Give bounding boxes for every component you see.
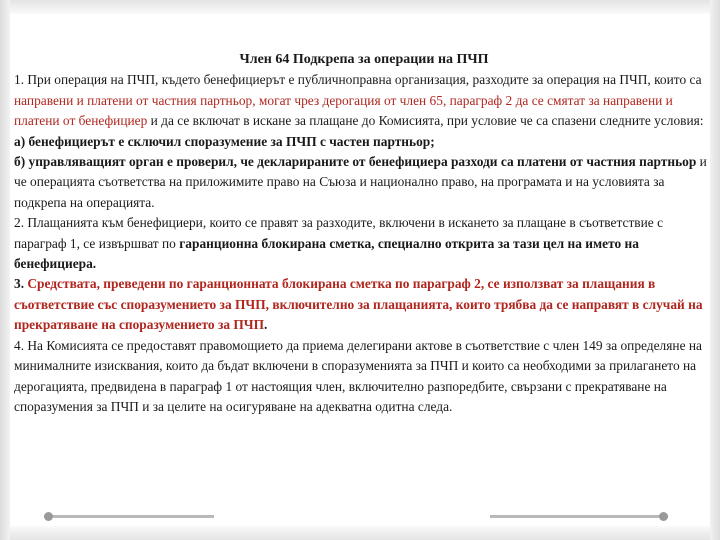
paragraph-4: 4. На Комисията се предоставят правомощието да приема делегирани актове в съответствие с член 149 за определяне на минималните изисквания, които да бъдат включени в споразуменията за ПЧП и които са необходими за прилагането на дерогацията, предвидена в параграф 1 от настоящия член, включително разпоредбите, свързани с прекратяване на споразумения за ПЧП и за целите на осигуряване на адекватна одитна следа. (14, 337, 702, 414)
paragraph-1-text-start: 1. При операция на ПЧП, където бенефициерът е публичноправна организация, разходите за операция на ПЧП, които са (14, 72, 702, 88)
paragraph-2-text-start: 2. Плащанията към бенефициери, които се правят за разходите, включени в искането за плащане в съответствие с параграф 1, се извършват по (14, 215, 664, 251)
paragraph-1 (14, 70, 714, 131)
ornament-dot-icon (659, 512, 668, 521)
ornament-dot-icon (44, 512, 53, 521)
decorative-line-right (490, 515, 668, 518)
slide-frame-top (0, 0, 720, 14)
paragraph-3-highlight: Средствата, преведени по гаранционната блокирана сметка по параграф 2, се използват за плащания в съответствие със споразумението за ПЧП, включително за плащанията, които трябва да се направят в случай на прекратяване на споразумението за ПЧП (14, 276, 703, 333)
slide-content (14, 50, 714, 417)
paragraph-3 (14, 274, 714, 335)
condition-b-start: б) управляващият орган е проверил, че (14, 154, 258, 170)
paragraph-2-end: . (92, 256, 97, 272)
paragraph-3-end: . (264, 317, 268, 333)
paragraph-1-text-end: и да се включат в искане за плащане до Комисията, при условие че са спазени следните условия: (147, 113, 704, 129)
condition-a: а) бенефициерът е сключил споразумение за ПЧП с частен партньор; (14, 133, 435, 149)
condition-b (14, 152, 714, 213)
article-title: Член 64 Подкрепа за операции на ПЧП (239, 52, 489, 67)
slide-frame-left (0, 0, 10, 540)
paragraph-2-emphasis: гаранционна блокирана сметка, специално открита за тази цел на името на бенефициера (14, 235, 639, 272)
decorative-line-left (44, 515, 214, 518)
paragraph-3-number: 3. (14, 276, 28, 292)
condition-b-end: и че операцията съответства на приложимите право на Съюза и национално право, на програмата и на условията за подкрепа на операцията. (14, 154, 707, 210)
paragraph-2 (14, 213, 714, 274)
paragraph-1-highlight: направени и платени от частния партньор, могат чрез дерогация от член 65, параграф 2 да се смятат за направени и платени от бенефициер (14, 92, 673, 129)
slide-frame-bottom (0, 526, 720, 540)
condition-b-emphasis: декларираните от бенефициера разходи са платени от частния партньор (257, 154, 697, 170)
